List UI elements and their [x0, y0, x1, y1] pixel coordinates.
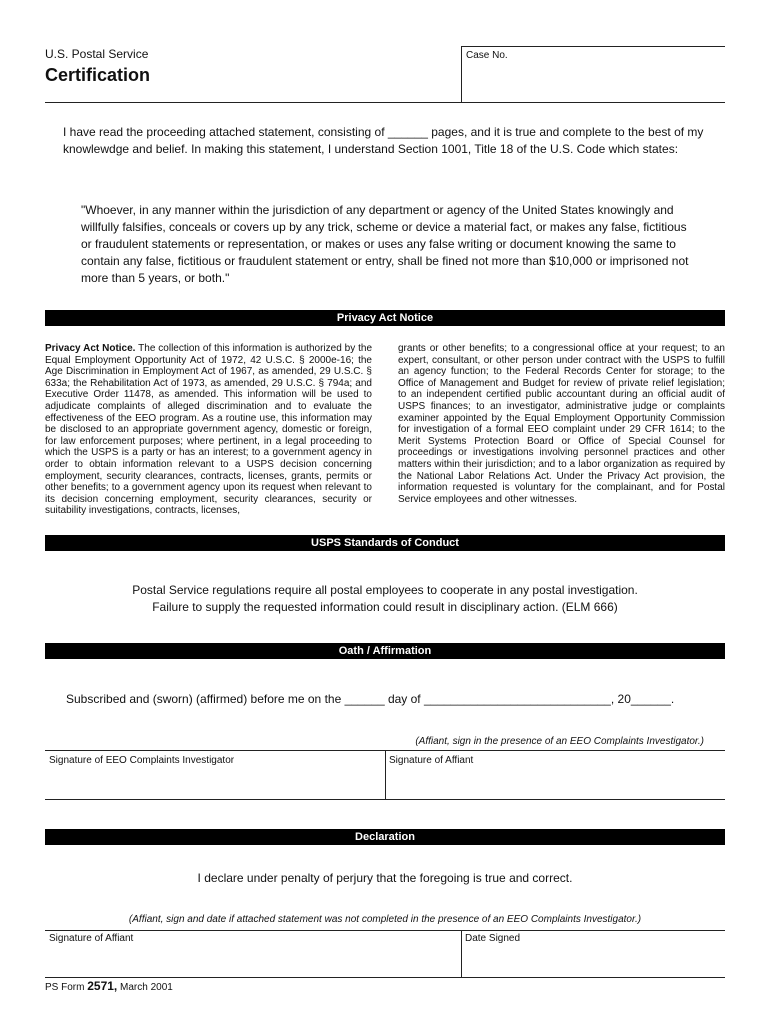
oath-signature-divider: [385, 750, 386, 799]
declaration-affiant-signature-field[interactable]: [47, 946, 459, 976]
privacy-act-lead: Privacy Act Notice.: [45, 343, 136, 354]
privacy-act-column-2: grants or other benefits; to a congressional office at your request; to an expert, consultant, or other person under contract with the USPS to fulfill an agency function; to the Federal Records Center for storage; to the Office of Management and Budget for review of private relief legislation; to an independent certified public accountant during an official audit of USPS finances; to an investigator, administrative judge or complaints examiner appointed by the Equal Employment Opportunity Commission for investigation of a formal EEO complaint under 29 CFR 1614; to the Merit Systems Protection Board or Office of Special Counsel for proceedings or investigations involving personnel practices and other matters within their jurisdiction; and to a labor organization as required by the National Labor Relations Act. Under the Privacy Act provision, the information requested is voluntary for the complainant, and for Postal Service employees and other witnesses.: [398, 343, 725, 505]
declaration-heading: Declaration: [45, 829, 725, 845]
case-number-field[interactable]: [463, 62, 723, 100]
declaration-affiant-signature-label: Signature of Affiant: [49, 933, 134, 944]
oath-heading: Oath / Affirmation: [45, 643, 725, 659]
form-date: March 2001: [117, 982, 173, 993]
date-signed-label: Date Signed: [465, 933, 521, 944]
declaration-signature-bottom-border: [45, 977, 725, 978]
header-divider: [45, 102, 725, 103]
declaration-signature-top-border: [45, 930, 725, 931]
investigator-signature-label: Signature of EEO Complaints Investigator: [49, 755, 235, 766]
privacy-act-text-1: The collection of this information is authorized by the Equal Employment Opportunity Act of 1972, 42 U.S.C. § 2000e-16; the Age Discrimination in Employment Act of 1967, as amended, 29 U.S.C. § 633a; the Rehabilitation Act of 1973, as amended, 29 U.S.C. § 794a; and Executive Order 11478, as amended. This information will be used to adjudicate complaints of alleged discrimination and to evaluate the effectiveness of the EEO program. As a routine use, this information may be disclosed to an appropriate government agency, domestic or foreign, for law enforcement purposes; where pertinent, in a legal proceeding to which the USPS is a party or has an interest; to a government agency in order to obtain information relevant to a USPS decision concerning employment, security clearances, contracts, licenses, grants, permits or other benefits; to a government agency upon its request when relevant to its decision concerning employment, security clearances, security or suitability investigations, contracts, licenses,: [45, 343, 373, 517]
declaration-note: (Affiant, sign and date if attached statement was not completed in the presence of an EEO Complaints Investigator.): [128, 914, 642, 925]
declaration-statement: I declare under penalty of perjury that the foregoing is true and correct.: [197, 871, 573, 885]
conduct-heading: USPS Standards of Conduct: [45, 535, 725, 551]
conduct-line-1: Postal Service regulations require all postal employees to cooperate in any postal investigation.: [132, 583, 638, 597]
case-box-top-border: [461, 46, 725, 47]
affiant-signature-label: Signature of Affiant: [389, 755, 474, 766]
form-prefix: PS Form: [45, 982, 88, 993]
oath-note: (Affiant, sign in the presence of an EEO Complaints Investigator.): [415, 736, 704, 747]
date-signed-field[interactable]: [463, 946, 724, 976]
oath-signature-bottom-border: [45, 799, 725, 800]
affiant-signature-field[interactable]: [387, 768, 724, 798]
case-box-left-border: [461, 46, 462, 102]
privacy-act-heading: Privacy Act Notice: [45, 310, 725, 326]
section-1001-quote: "Whoever, in any manner within the jurisdiction of any department or agency of the United States knowingly and willfully falsifies, conceals or covers up by any trick, scheme or device a material fact, or makes any false, fictitious or fraudulent statements or representation, or makes or uses any false writing or document knowing the same to contain any false, fictitious or fraudulent statement or entry, shall be fined not more than $10,000 or imprisoned not more than 5 years, or both.": [81, 203, 689, 285]
form-title: Certification: [45, 65, 151, 85]
privacy-act-column-1: [45, 343, 372, 517]
declaration-signature-divider: [461, 930, 462, 977]
certification-intro: I have read the proceeding attached statement, consisting of ______ pages, and it is true and complete to the best of my knowlewdge and belief. In making this statement, I understand Section 1001, Title 18 of the U.S. Code which states:: [63, 125, 704, 156]
form-footer: [45, 979, 173, 993]
form-number: 2571,: [87, 979, 118, 993]
agency-name: U.S. Postal Service: [45, 47, 149, 61]
oath-statement: Subscribed and (sworn) (affirmed) before me on the ______ day of ____________________________, 20______.: [66, 692, 675, 706]
investigator-signature-field[interactable]: [47, 768, 383, 798]
case-number-label: Case No.: [466, 50, 508, 61]
conduct-line-2: Failure to supply the requested information could result in disciplinary action. (ELM 666): [152, 600, 618, 614]
